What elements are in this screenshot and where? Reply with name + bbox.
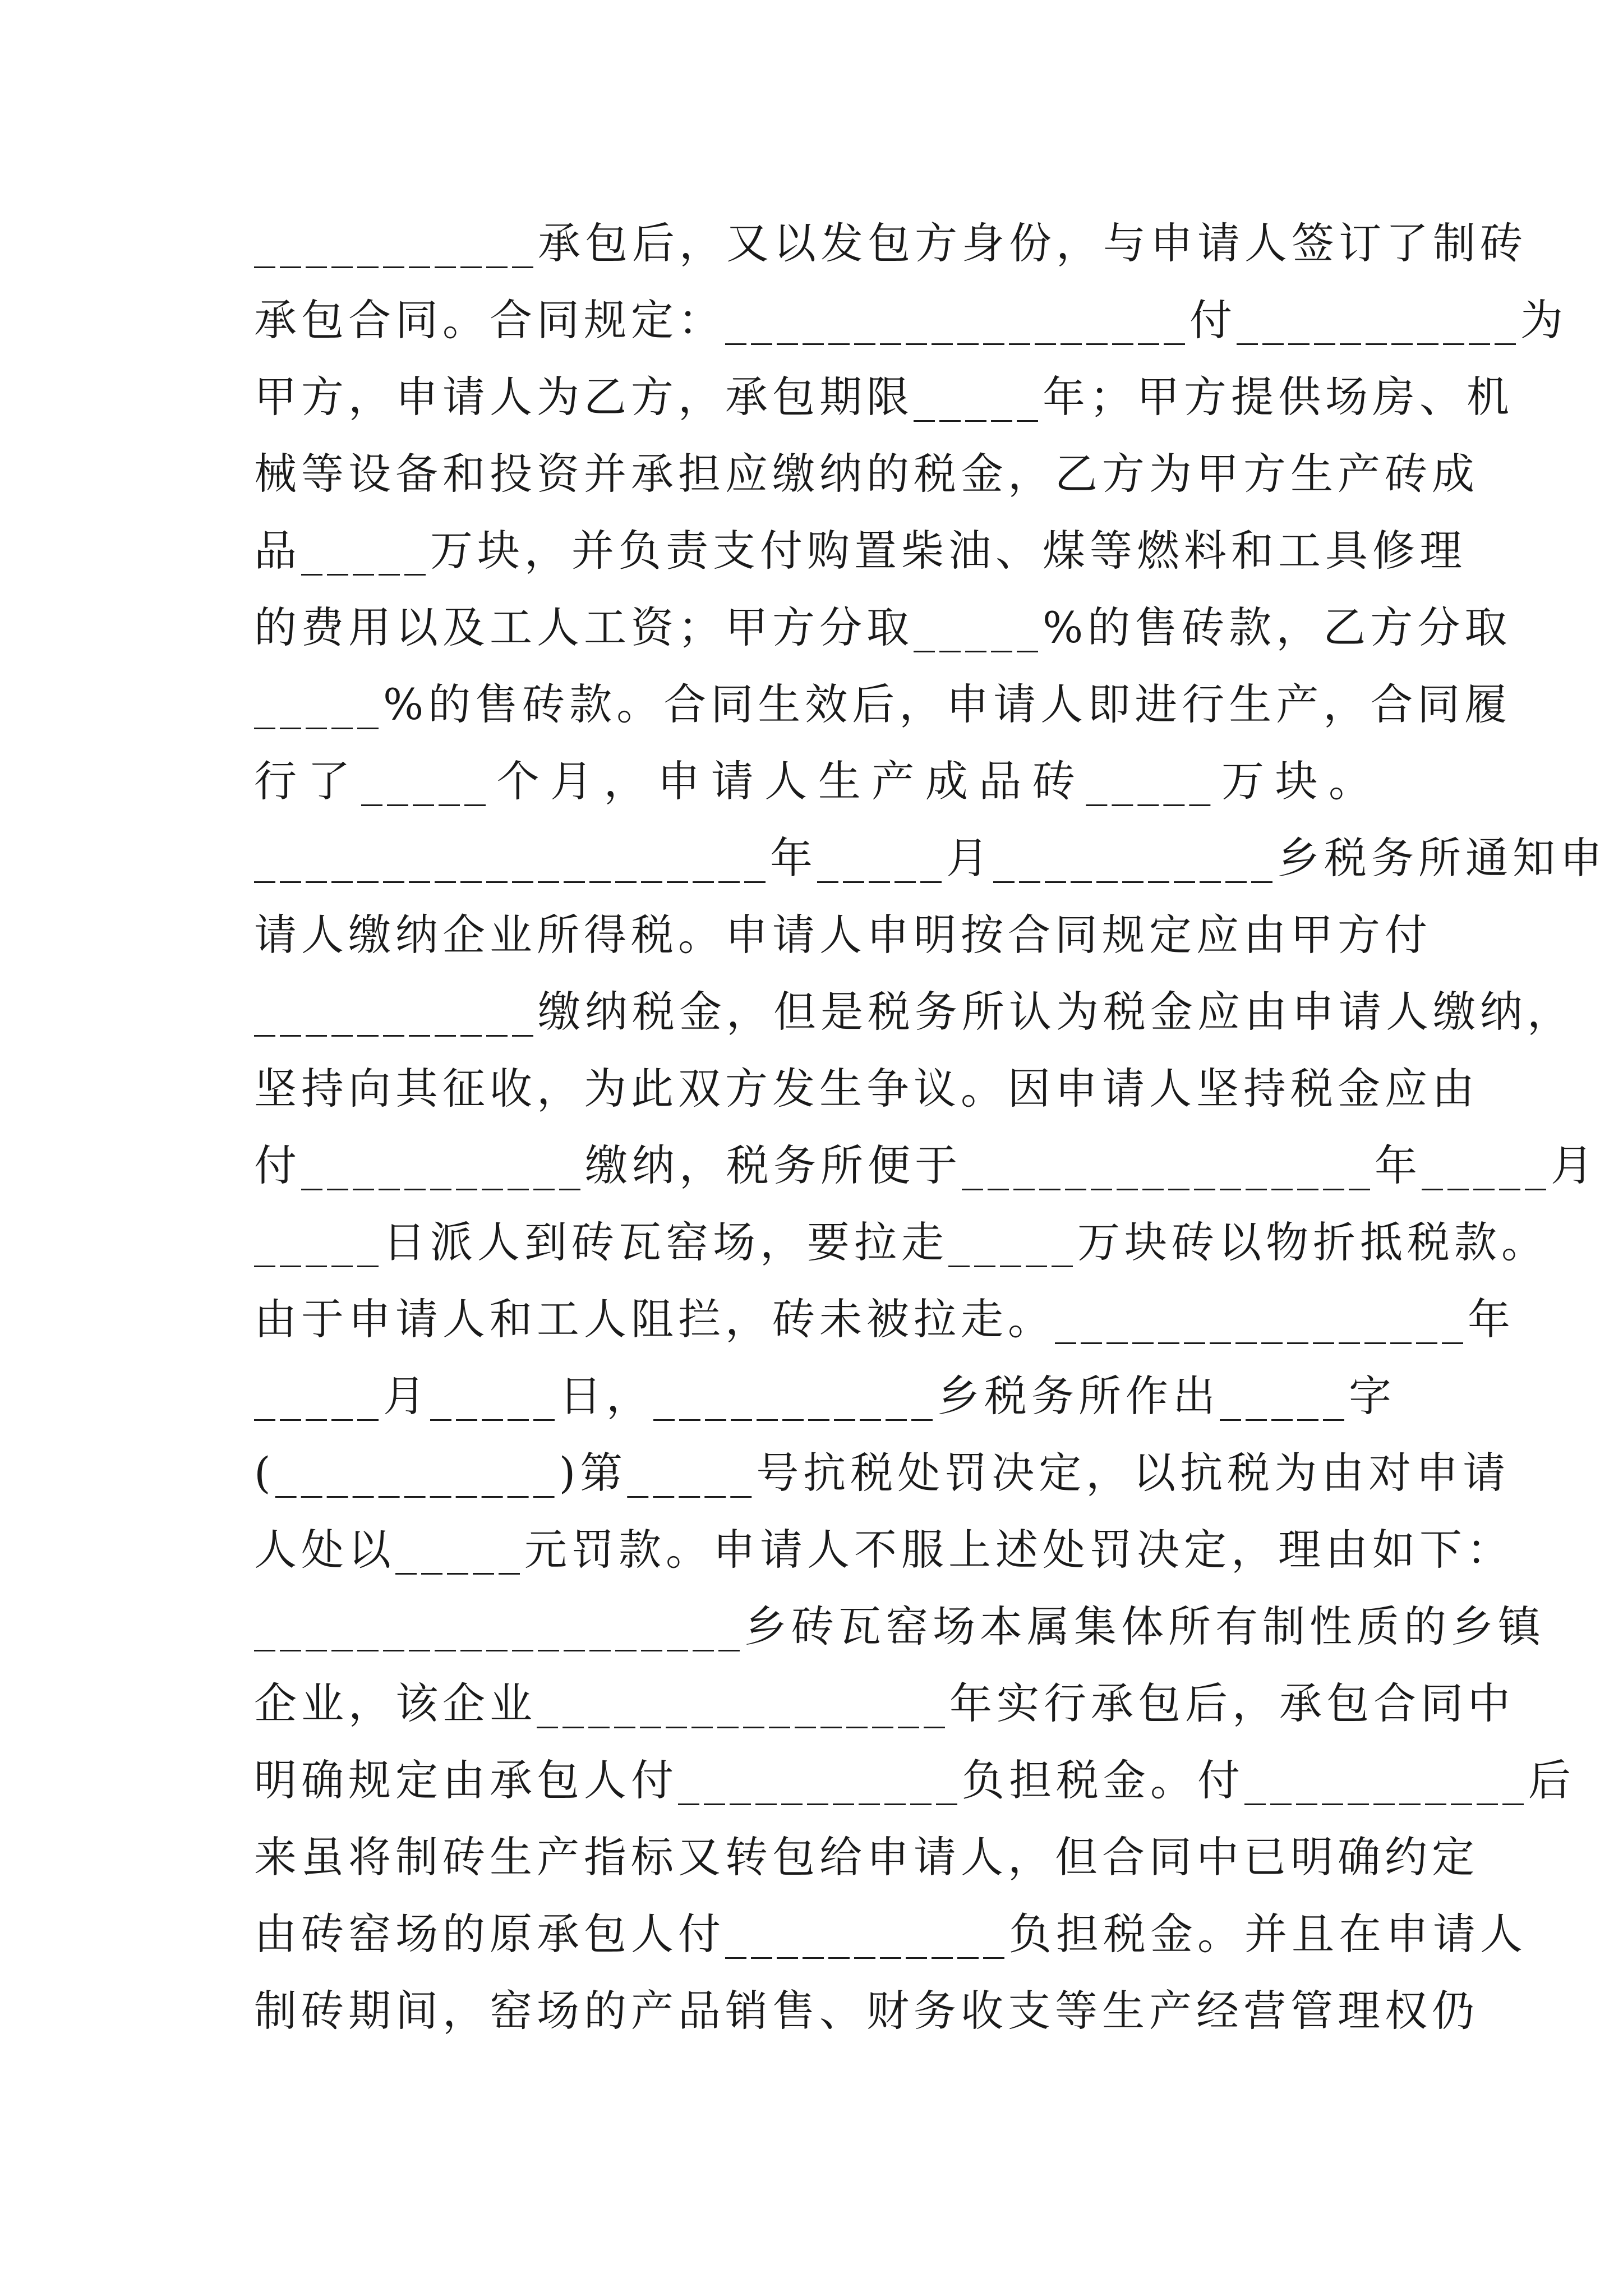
text-line: 承包合同。合同规定：__________________付___________为 bbox=[254, 295, 1567, 345]
text-line: 制砖期间，窑场的产品销售、财务收支等生产经营管理权仍 bbox=[254, 1986, 1479, 2036]
text-line: ___________缴纳税金，但是税务所认为税金应由申请人缴纳， bbox=[254, 987, 1574, 1037]
text-line: 行了_____个月，申请人生产成品砖_____万块。 bbox=[254, 756, 1376, 806]
text-line: 品_____万块，并负责支付购置柴油、煤等燃料和工具修理 bbox=[254, 526, 1467, 576]
text-line: 甲方，申请人为乙方，承包期限_____年；甲方提供场房、机 bbox=[254, 372, 1514, 422]
text-line: 来虽将制砖生产指标又转包给申请人，但合同中已明确约定 bbox=[254, 1832, 1479, 1882]
text-line: 企业，该企业________________年实行承包后，承包合同中 bbox=[254, 1678, 1515, 1728]
text-line: 由于申请人和工人阻拦，砖未被拉走。________________年 bbox=[254, 1294, 1515, 1344]
text-line: _____日派人到砖瓦窑场，要拉走_____万块砖以物折抵税款。 bbox=[254, 1217, 1548, 1267]
text-line: 人处以_____元罚款。申请人不服上述处罚决定，理由如下： bbox=[254, 1525, 1514, 1575]
text-line: (___________)第_____号抗税处罚决定，以抗税为由对申请 bbox=[254, 1448, 1510, 1498]
body-text bbox=[254, 205, 1607, 2049]
text-line: _____%的售砖款。合同生效后，申请人即进行生产，合同履 bbox=[254, 679, 1512, 729]
text-line: ____________________年_____月___________乡税务所通知申 bbox=[254, 833, 1607, 883]
text-line: 付___________缴纳，税务所便于________________年_____月 bbox=[254, 1140, 1598, 1190]
text-line: 明确规定由承包人付___________负担税金。付___________后 bbox=[254, 1755, 1575, 1805]
text-line: 的费用以及工人工资；甲方分取_____%的售砖款，乙方分取 bbox=[254, 602, 1512, 652]
text-line: ___________承包后，又以发包方身份，与申请人签订了制砖 bbox=[254, 218, 1527, 268]
text-line: 由砖窑场的原承包人付___________负担税金。并且在申请人 bbox=[254, 1909, 1527, 1959]
text-line: ___________________乡砖瓦窑场本属集体所有制性质的乡镇 bbox=[254, 1602, 1545, 1651]
text-line: 请人缴纳企业所得税。申请人申明按合同规定应由甲方付 bbox=[254, 910, 1432, 960]
text-line: 坚持向其征收，为此双方发生争议。因申请人坚持税金应由 bbox=[254, 1064, 1479, 1114]
text-line: 械等设备和投资并承担应缴纳的税金，乙方为甲方生产砖成 bbox=[254, 449, 1479, 499]
text-line: _____月_____日，___________乡税务所作出_____字 bbox=[254, 1371, 1396, 1421]
